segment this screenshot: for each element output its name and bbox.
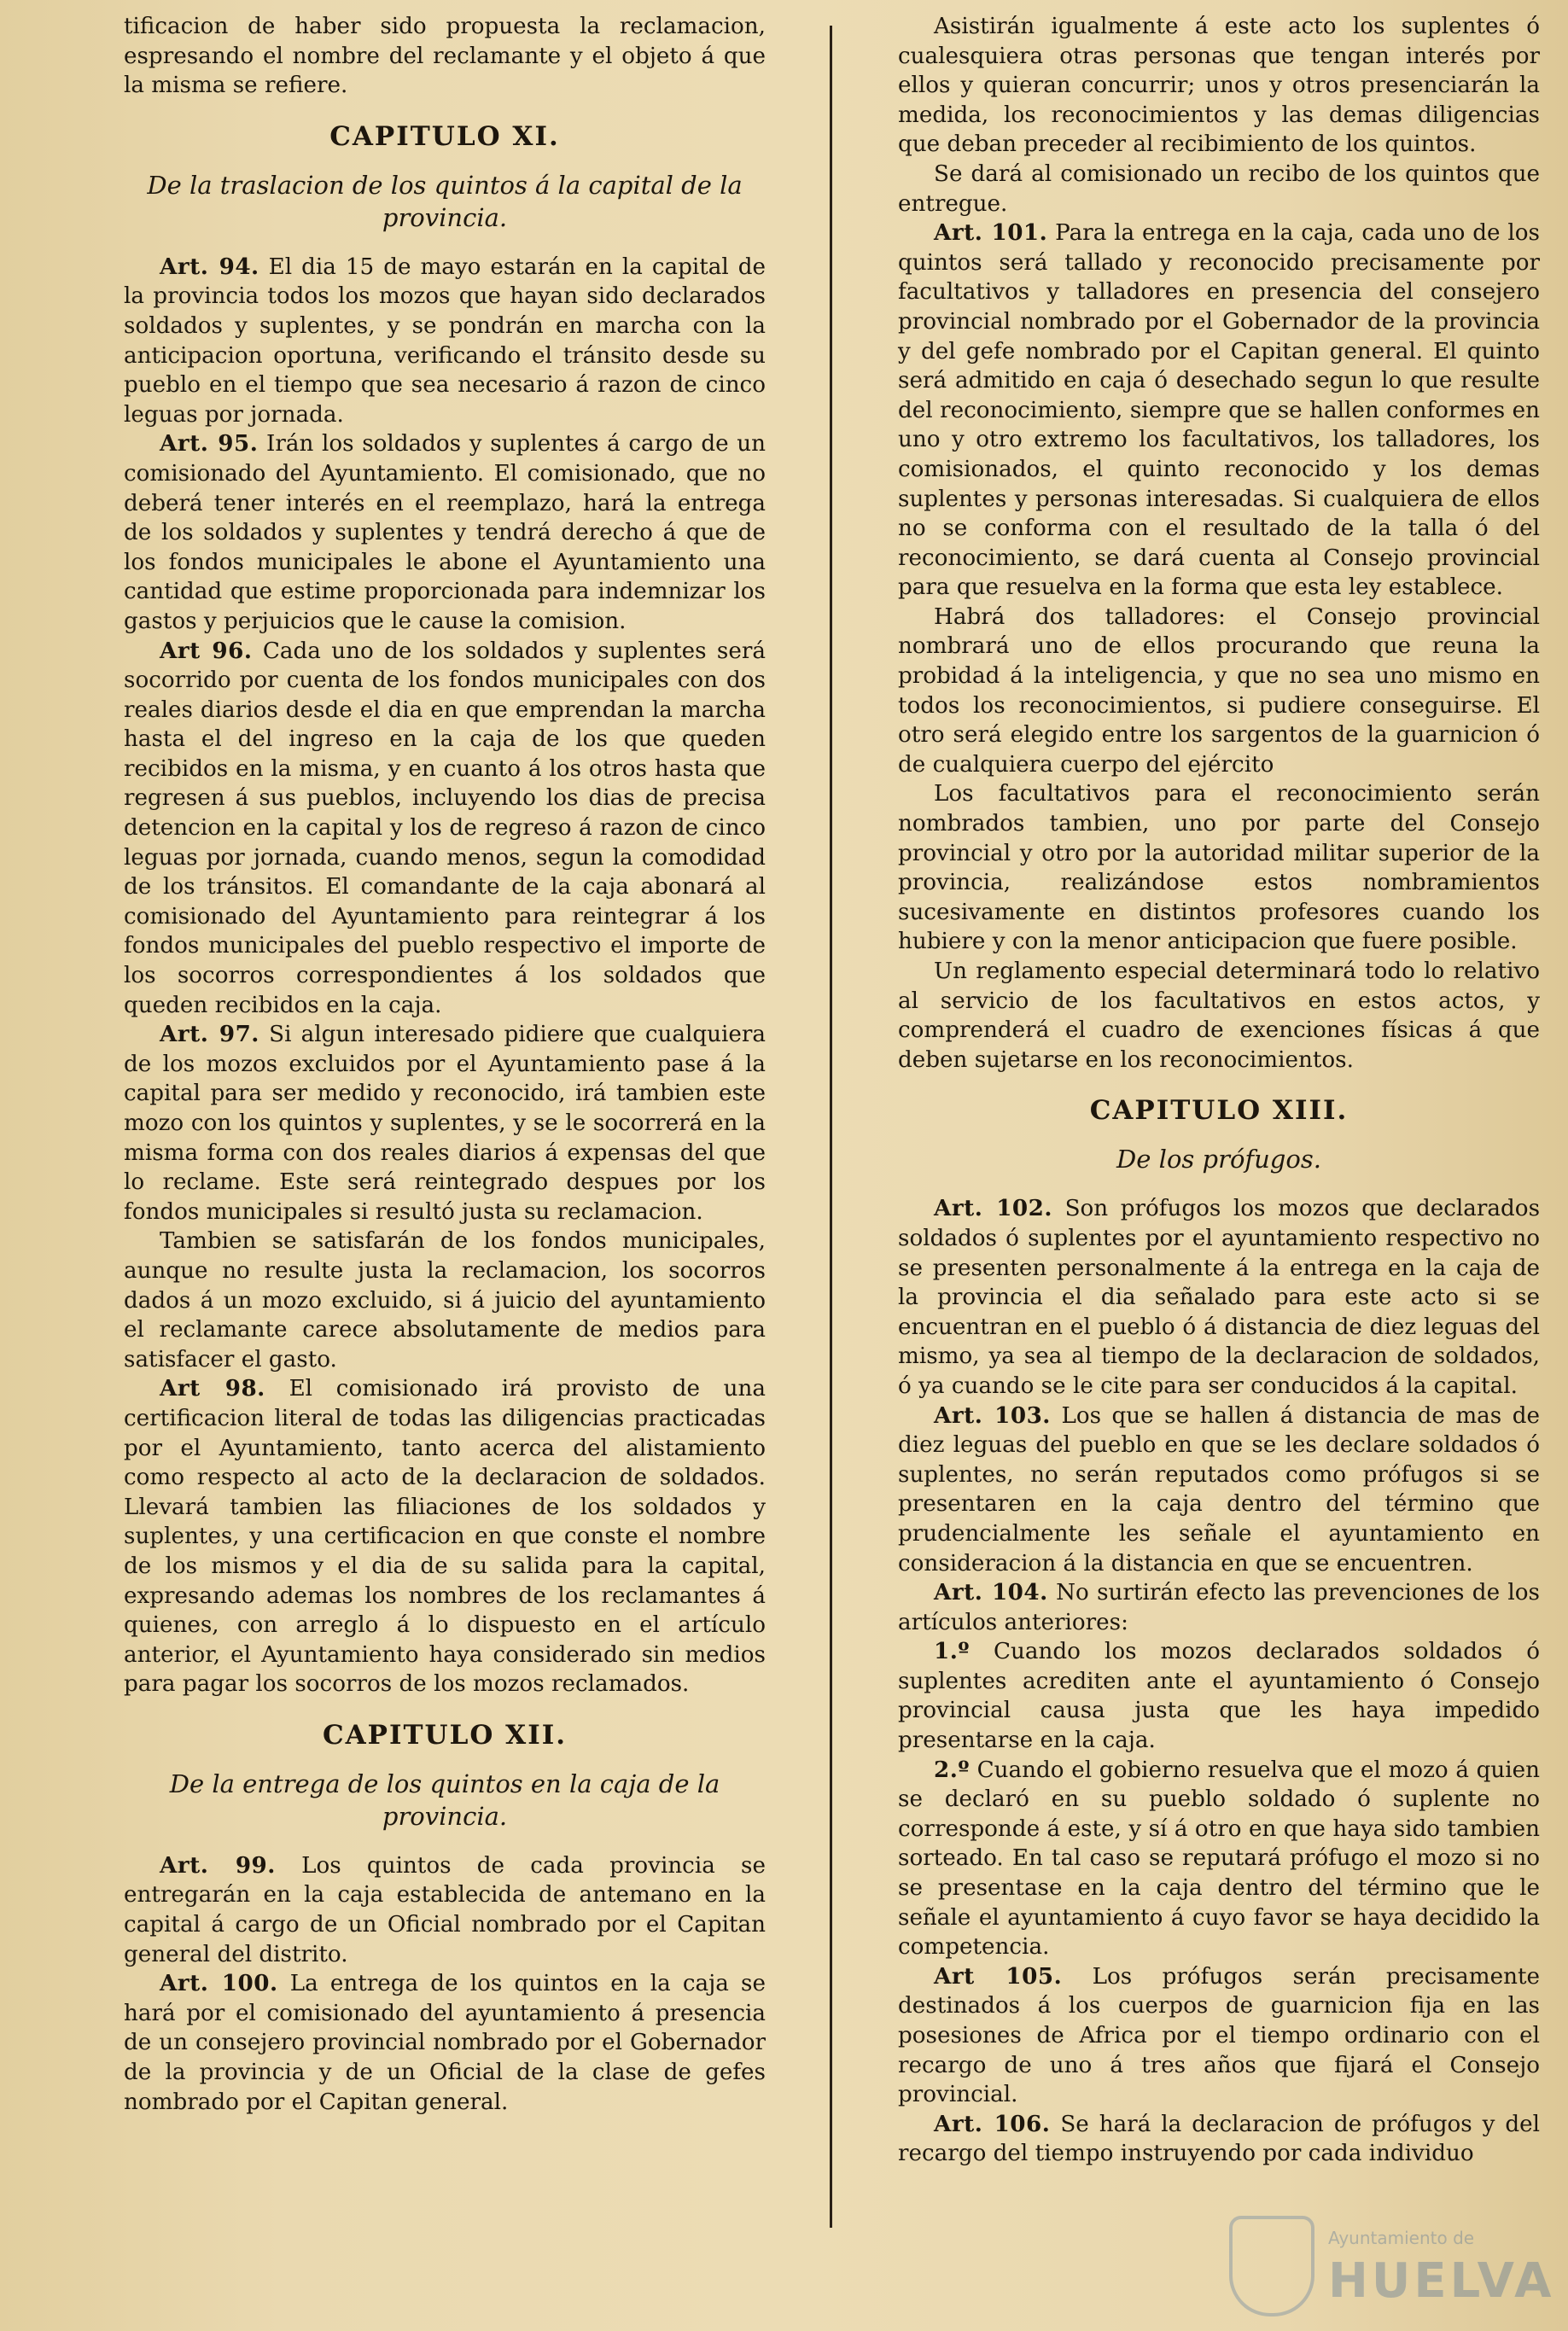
article-104 <box>898 1578 1540 1637</box>
article-text: Se hará la declaracion de prófugos y del recargo del tiempo instruyendo por cada individuo <box>898 2111 1540 2167</box>
paragraph-reglamento: Un reglamento especial determinará todo lo relativo al servicio de los facultativos en estos actos, y comprenderá el cuadro de exenciones físicas á que deben sujetarse en los reconocimientos. <box>898 959 1540 1073</box>
article-101 <box>898 219 1540 603</box>
chapter-xiii-title: CAPITULO XIII. <box>1089 1095 1349 1127</box>
shield-icon <box>1229 2216 1314 2316</box>
paragraph-receipt: Se dará al comisionado un recibo de los quintos que entregue. <box>898 160 1540 217</box>
article-text: Los que se hallen á distancia de mas de diez leguas del pueblo en que se les declare soldados ó suplentes, no serán reputados como prófugos si se presentaren en la caja dentro del término que prudencialmente les señale el ayuntamiento en consideracion á la distancia en que se encuentren. <box>898 1402 1541 1576</box>
paragraph-attendance: Asistirán igualmente á este acto los suplentes ó cualesquiera otras personas que tengan interés por ellos y quieran concurrir; unos y otros presenciarán la medida, los reconocimientos y las demas diligencias que deban preceder al recibimiento de los quintos. <box>898 14 1540 158</box>
chapter-xii-title: CAPITULO XII. <box>322 1719 568 1751</box>
article-102 <box>898 1194 1540 1401</box>
article-number: Art. 101. <box>934 219 1048 247</box>
article-number: Art. 104. <box>934 1579 1048 1606</box>
article-text: El comisionado irá provisto de una certificacion literal de todas las diligencias practicadas por el Ayuntamiento, tanto acerca del alistamiento como respecto al acto de la declaracion de soldados. Llevará tambien las filiaciones de los soldados y suplentes, y una certificacion en que conste el nombre de los mismos y el dia de su salida para la capital, expresando ademas los nombres de los reclamantes á quienes, con arreglo á lo dispuesto en el artículo anterior, el Ayuntamiento haya considerado sin medios para pagar los socorros de los mozos reclamados. <box>124 1376 767 1698</box>
chapter-xii-subtitle: De la entrega de los quintos en la caja de la provincia. <box>169 1769 720 1831</box>
right-column <box>898 12 1540 2169</box>
intro-paragraph: tificacion de haber sido propuesta la reclamacion, espresando el nombre del reclamante y el objeto á que la misma se refiere. <box>124 14 766 99</box>
article-96 <box>124 637 766 1021</box>
article-number: Art. 102. <box>934 1195 1052 1222</box>
article-94 <box>124 253 766 430</box>
article-number: Art. 97. <box>160 1021 259 1048</box>
article-number: Art 105. <box>934 1962 1063 1990</box>
item-text: Cuando los mozos declarados soldados ó suplentes acrediten ante el ayuntamiento ó Consejo provincial causa justa que les haya impedido presentarse en la caja. <box>898 1639 1540 1754</box>
article-text: Cada uno de los soldados y suplentes será socorrido por cuenta de los fondos municipales con dos reales diarios desde el dia en que emprendan la marcha hasta el del ingreso en la caja de los que queden recibidos en la misma, y en cuanto á los otros hasta que regresen á sus pueblos, incluyendo los dias de precisa detencion en la capital y los de regreso á razon de cinco leguas por jornada, cuando menos, segun la comodidad de los tránsitos. El comandante de la caja abonará al comisionado del Ayuntamiento para reintegrar á los fondos municipales del pueblo respectivo el importe de los socorros correspondientes á los soldados que queden recibidos en la caja. <box>124 638 766 1018</box>
article-97 <box>124 1020 766 1227</box>
article-text: Irán los soldados y suplentes á cargo de un comisionado del Ayuntamiento. El comisionado, que no deberá tener interés en el reemplazo, hará la entrega de los soldados y suplentes y tendrá derecho á que de los fondos municipales le abone el Ayuntamiento una cantidad que estime proporcionada para indemnizar los gastos y perjuicios que le cause la comision. <box>124 431 766 634</box>
article-text: Son prófugos los mozos que declarados soldados ó suplentes por el ayuntamiento respectivo no se presenten personalmente á la entrega en la caja de la provincia el dia señalado para este acto si se encuentran en el pueblo ó á distancia de diez leguas del mismo, ya sea al tiempo de la declaracion de soldados, ó ya cuando se le cite para ser conducidos á la capital. <box>898 1196 1541 1399</box>
article-text: Si algun interesado pidiere que cualquiera de los mozos excluidos por el Ayuntamiento pase á la capital para ser medido y reconocido, irá tambien este mozo con los quintos y suplentes, y se le socorrerá en la misma forma con dos reales diarios á expensas del que lo reclame. Este será reintegrado despues por los fondos municipales si resultó justa su reclamacion. <box>124 1022 766 1225</box>
article-number: Art 96. <box>160 637 253 664</box>
chapter-xi-title: CAPITULO XI. <box>329 120 560 152</box>
article-number: Art. 95. <box>160 430 259 457</box>
article-number: Art. 100. <box>160 1970 278 1997</box>
article-number: Art. 99. <box>160 1851 276 1879</box>
paragraph-talladores: Habrá dos talladores: el Consejo provincial nombrará uno de ellos procurando que reuna la probidad á la inteligencia, y que no sea uno mismo en todos los reconocimientos, si pudiere conseguirse. El otro será elegido entre los sargentos de la guarnicion ó de cualquiera cuerpo del ejército <box>898 603 1540 778</box>
article-text: No surtirán efecto las prevenciones de los artículos anteriores: <box>898 1580 1540 1635</box>
item-number: 1.º <box>934 1638 970 1665</box>
article-103 <box>898 1402 1540 1579</box>
article-106 <box>898 2110 1540 2169</box>
watermark-small-text: Ayuntamiento de <box>1328 2228 1475 2248</box>
article-100 <box>124 1969 766 2117</box>
chapter-xi-subtitle: De la traslacion de los quintos á la capital de la provincia. <box>147 170 743 232</box>
archive-watermark <box>1229 2211 1555 2322</box>
article-104-item-2 <box>898 1756 1540 1962</box>
paragraph-facultativos: Los facultativos para el reconocimiento serán nombrados tambien, uno por parte del Consejo provincial y otro por la autoridad militar superior de la provincia, realizándose estos nombramientos sucesivamente en distintos profesores cuando los hubiere y con la menor anticipacion que fuere posible. <box>898 781 1540 955</box>
article-95 <box>124 429 766 636</box>
article-105 <box>898 1962 1540 2110</box>
column-divider <box>830 26 832 2228</box>
item-number: 2.º <box>934 1756 970 1783</box>
article-number: Art 98. <box>160 1375 265 1402</box>
article-text: La entrega de los quintos en la caja se hará por el comisionado del ayuntamiento á presencia de un consejero provincial nombrado por el Gobernador de la provincia y de un Oficial de la clase de gefes nombrado por el Capitan general. <box>124 1971 766 2115</box>
article-number: Art. 106. <box>934 2110 1051 2137</box>
left-column <box>124 12 766 2117</box>
article-text: Los quintos de cada provincia se entregarán en la caja establecida de antemano en la capital á cargo de un Oficial nombrado por el Capitan general del distrito. <box>124 1852 766 1967</box>
article-text: El dia 15 de mayo estarán en la capital de la provincia todos los mozos que hayan sido declarados soldados y suplentes, y se pondrán en marcha con la anticipacion oportuna, verificando el tránsito desde su pueblo en el tiempo que sea necesario á razon de cinco leguas por jornada. <box>124 253 766 428</box>
article-98 <box>124 1374 766 1699</box>
article-104-item-1 <box>898 1637 1540 1755</box>
article-number: Art. 94. <box>160 253 259 280</box>
article-number: Art. 103. <box>934 1402 1051 1429</box>
watermark-big-text: HUELVA <box>1328 2253 1555 2309</box>
article-99 <box>124 1851 766 1969</box>
chapter-xiii-subtitle: De los prófugos. <box>1116 1145 1321 1174</box>
article-text: Los prófugos serán precisamente destinados á los cuerpos de guarnicion fija en las posesiones de Africa por el tiempo ordinario con el recargo de uno á tres años que fijará el Consejo provincial. <box>898 1963 1540 2108</box>
article-text: Para la entrega en la caja, cada uno de los quintos será tallado y reconocido precisamente por facultativos y talladores en presencia del consejero provincial nombrado por el Gobernador de la provincia y del gefe nombrado por el Capitan general. El quinto será admitido en caja ó desechado segun lo que resulte del reconocimiento, siempre que se hallen conformes en uno y otro extremo los facultativos, los talladores, los comisionados, el quinto reconocido y los demas suplentes y personas interesadas. Si cualquiera de ellos no se conforma con el resultado de la talla ó del reconocimiento, se dará cuenta al Consejo provincial para que resuelva en la forma que esta ley establece. <box>898 220 1540 601</box>
item-text: Cuando el gobierno resuelva que el mozo á quien se declaró en su pueblo soldado ó suplente no corresponde á este, y sí á otro en que haya sido tambien sorteado. En tal caso se reputará prófugo el mozo si no se presentase en la caja dentro del término que le señale el ayuntamiento á cuyo favor se haya decidido la competencia. <box>898 1757 1540 1961</box>
article-97-continuation: Tambien se satisfarán de los fondos municipales, aunque no resulte justa la reclamacion, los socorros dados á un mozo excluido, si á juicio del ayuntamiento el reclamante carece absolutamente de medios para satisfacer el gasto. <box>124 1228 766 1372</box>
